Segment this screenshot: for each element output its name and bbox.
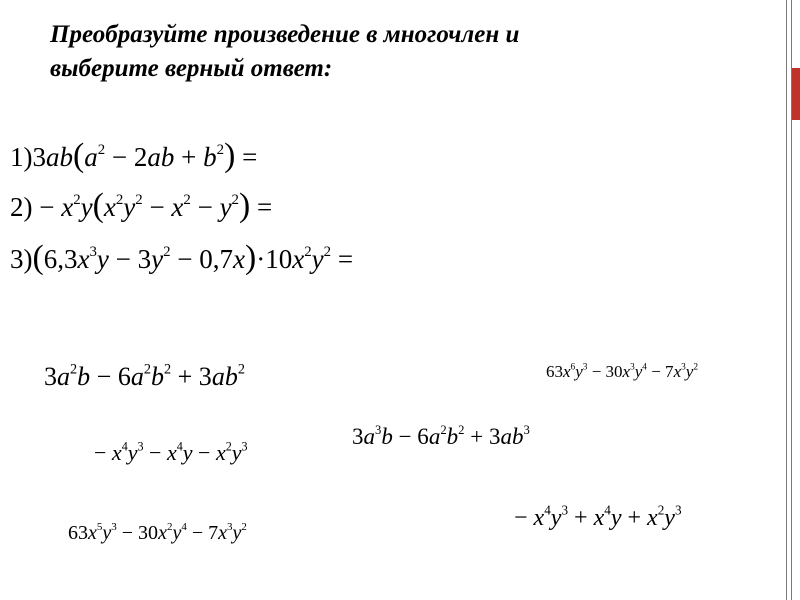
problem-2-expression: − $x^2y(x^2y^2 - x^2 - y^2)$ =: [32, 187, 273, 224]
problem-3: [10, 238, 353, 279]
answer-option-2[interactable]: $63x^6y^3 - 30x^3y^4 - 7x^3y^2$: [546, 362, 698, 381]
task-title-line-1: Преобразуйте произведение в многочлен и: [50, 21, 520, 48]
problem-3-expression: $(6,3x^3y - 3y^2 - 0,7x)\cdot 10x^2y^2$ =: [32, 239, 354, 276]
problem-3-number: 3): [10, 244, 33, 274]
problem-1: [10, 136, 257, 177]
problem-2-number: 2): [10, 192, 33, 222]
answer-option-3[interactable]: − $x^4y^3 - x^4y - x^2y^3$: [94, 439, 248, 465]
problem-1-number: 1): [10, 142, 33, 172]
task-title: [50, 18, 690, 86]
problem-1-expression: $3ab(a^2 - 2ab + b^2)$ =: [32, 137, 258, 174]
answer-option-5[interactable]: $63x^5y^3 - 30x^2y^4 - 7x^3y^2$: [68, 521, 247, 544]
answer-option-4[interactable]: $3a^3b - 6a^2b^2 + 3ab^3$: [352, 422, 530, 449]
problem-2: [10, 186, 272, 227]
accent-bar: [792, 68, 800, 120]
task-title-line-2: выберите верный ответ:: [50, 55, 333, 82]
answer-option-1[interactable]: $3a^2b - 6a^2b^2 + 3ab^2$: [44, 361, 245, 391]
answer-option-6[interactable]: − $x^4y^3 + x^4y + x^2y^3$: [514, 502, 682, 531]
